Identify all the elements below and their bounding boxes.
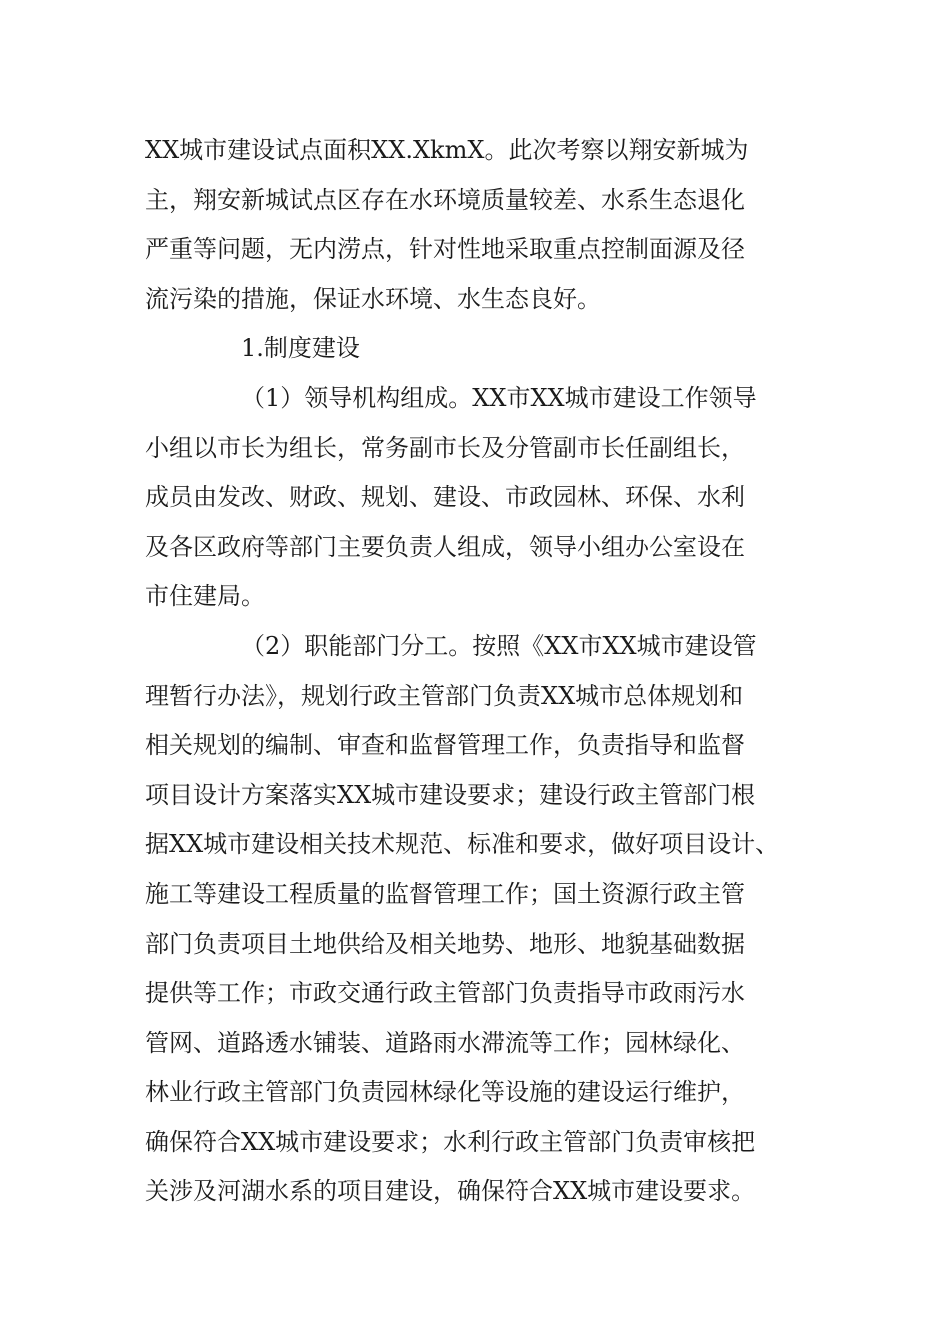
paragraph-line: 主，翔安新城试点区存在水环境质量较差、水系生态退化 [145, 185, 745, 214]
paragraph-line: 管网、道路透水铺装、道路雨水滞流等工作；园林绿化、 [145, 1028, 745, 1057]
paragraph-line: 施工等建设工程质量的监督管理工作；国土资源行政主管 [145, 879, 745, 908]
paragraph-line: 关涉及河湖水系的项目建设，确保符合XX城市建设要求。 [145, 1177, 756, 1206]
paragraph-line: 林业行政主管部门负责园林绿化等设施的建设运行维护， [145, 1078, 745, 1107]
paragraph-line: 成员由发改、财政、规划、建设、市政园林、环保、水利 [145, 483, 745, 512]
paragraph-line: 市住建局。 [145, 582, 265, 611]
paragraph-line: XX城市建设试点面积XX.XkmX。此次考察以翔安新城为 [145, 136, 749, 164]
paragraph-line: 据XX城市建设相关技术规范、标准和要求，做好项目设计、 [145, 830, 780, 859]
paragraph-line: 确保符合XX城市建设要求；水利行政主管部门负责审核把 [145, 1127, 756, 1156]
paragraph-line: 理暂行办法》，规划行政主管部门负责XX城市总体规划和 [145, 681, 744, 710]
paragraph-line: 部门负责项目土地供给及相关地势、地形、地貌基础数据 [145, 929, 745, 958]
paragraph-line: 流污染的措施，保证水环境、水生态良好。 [145, 284, 601, 313]
paragraph-line: 项目设计方案落实XX城市建设要求；建设行政主管部门根 [145, 780, 756, 809]
paragraph-line: 提供等工作；市政交通行政主管部门负责指导市政雨污水 [145, 979, 745, 1008]
section-heading: 1.制度建设 [241, 334, 360, 363]
paragraph-line: 小组以市长为组长，常务副市长及分管副市长任副组长， [145, 433, 745, 462]
paragraph-line: 及各区政府等部门主要负责人组成，领导小组办公室设在 [145, 532, 745, 561]
paragraph-line: 严重等问题，无内涝点，针对性地采取重点控制面源及径 [145, 235, 745, 264]
paragraph-line: 相关规划的编制、审查和监督管理工作，负责指导和监督 [145, 731, 745, 760]
paragraph-line: （1）领导机构组成。XX市XX城市建设工作领导 [241, 383, 757, 412]
document-body [145, 126, 825, 1217]
paragraph-line: （2）职能部门分工。按照《XX市XX城市建设管 [241, 631, 757, 660]
